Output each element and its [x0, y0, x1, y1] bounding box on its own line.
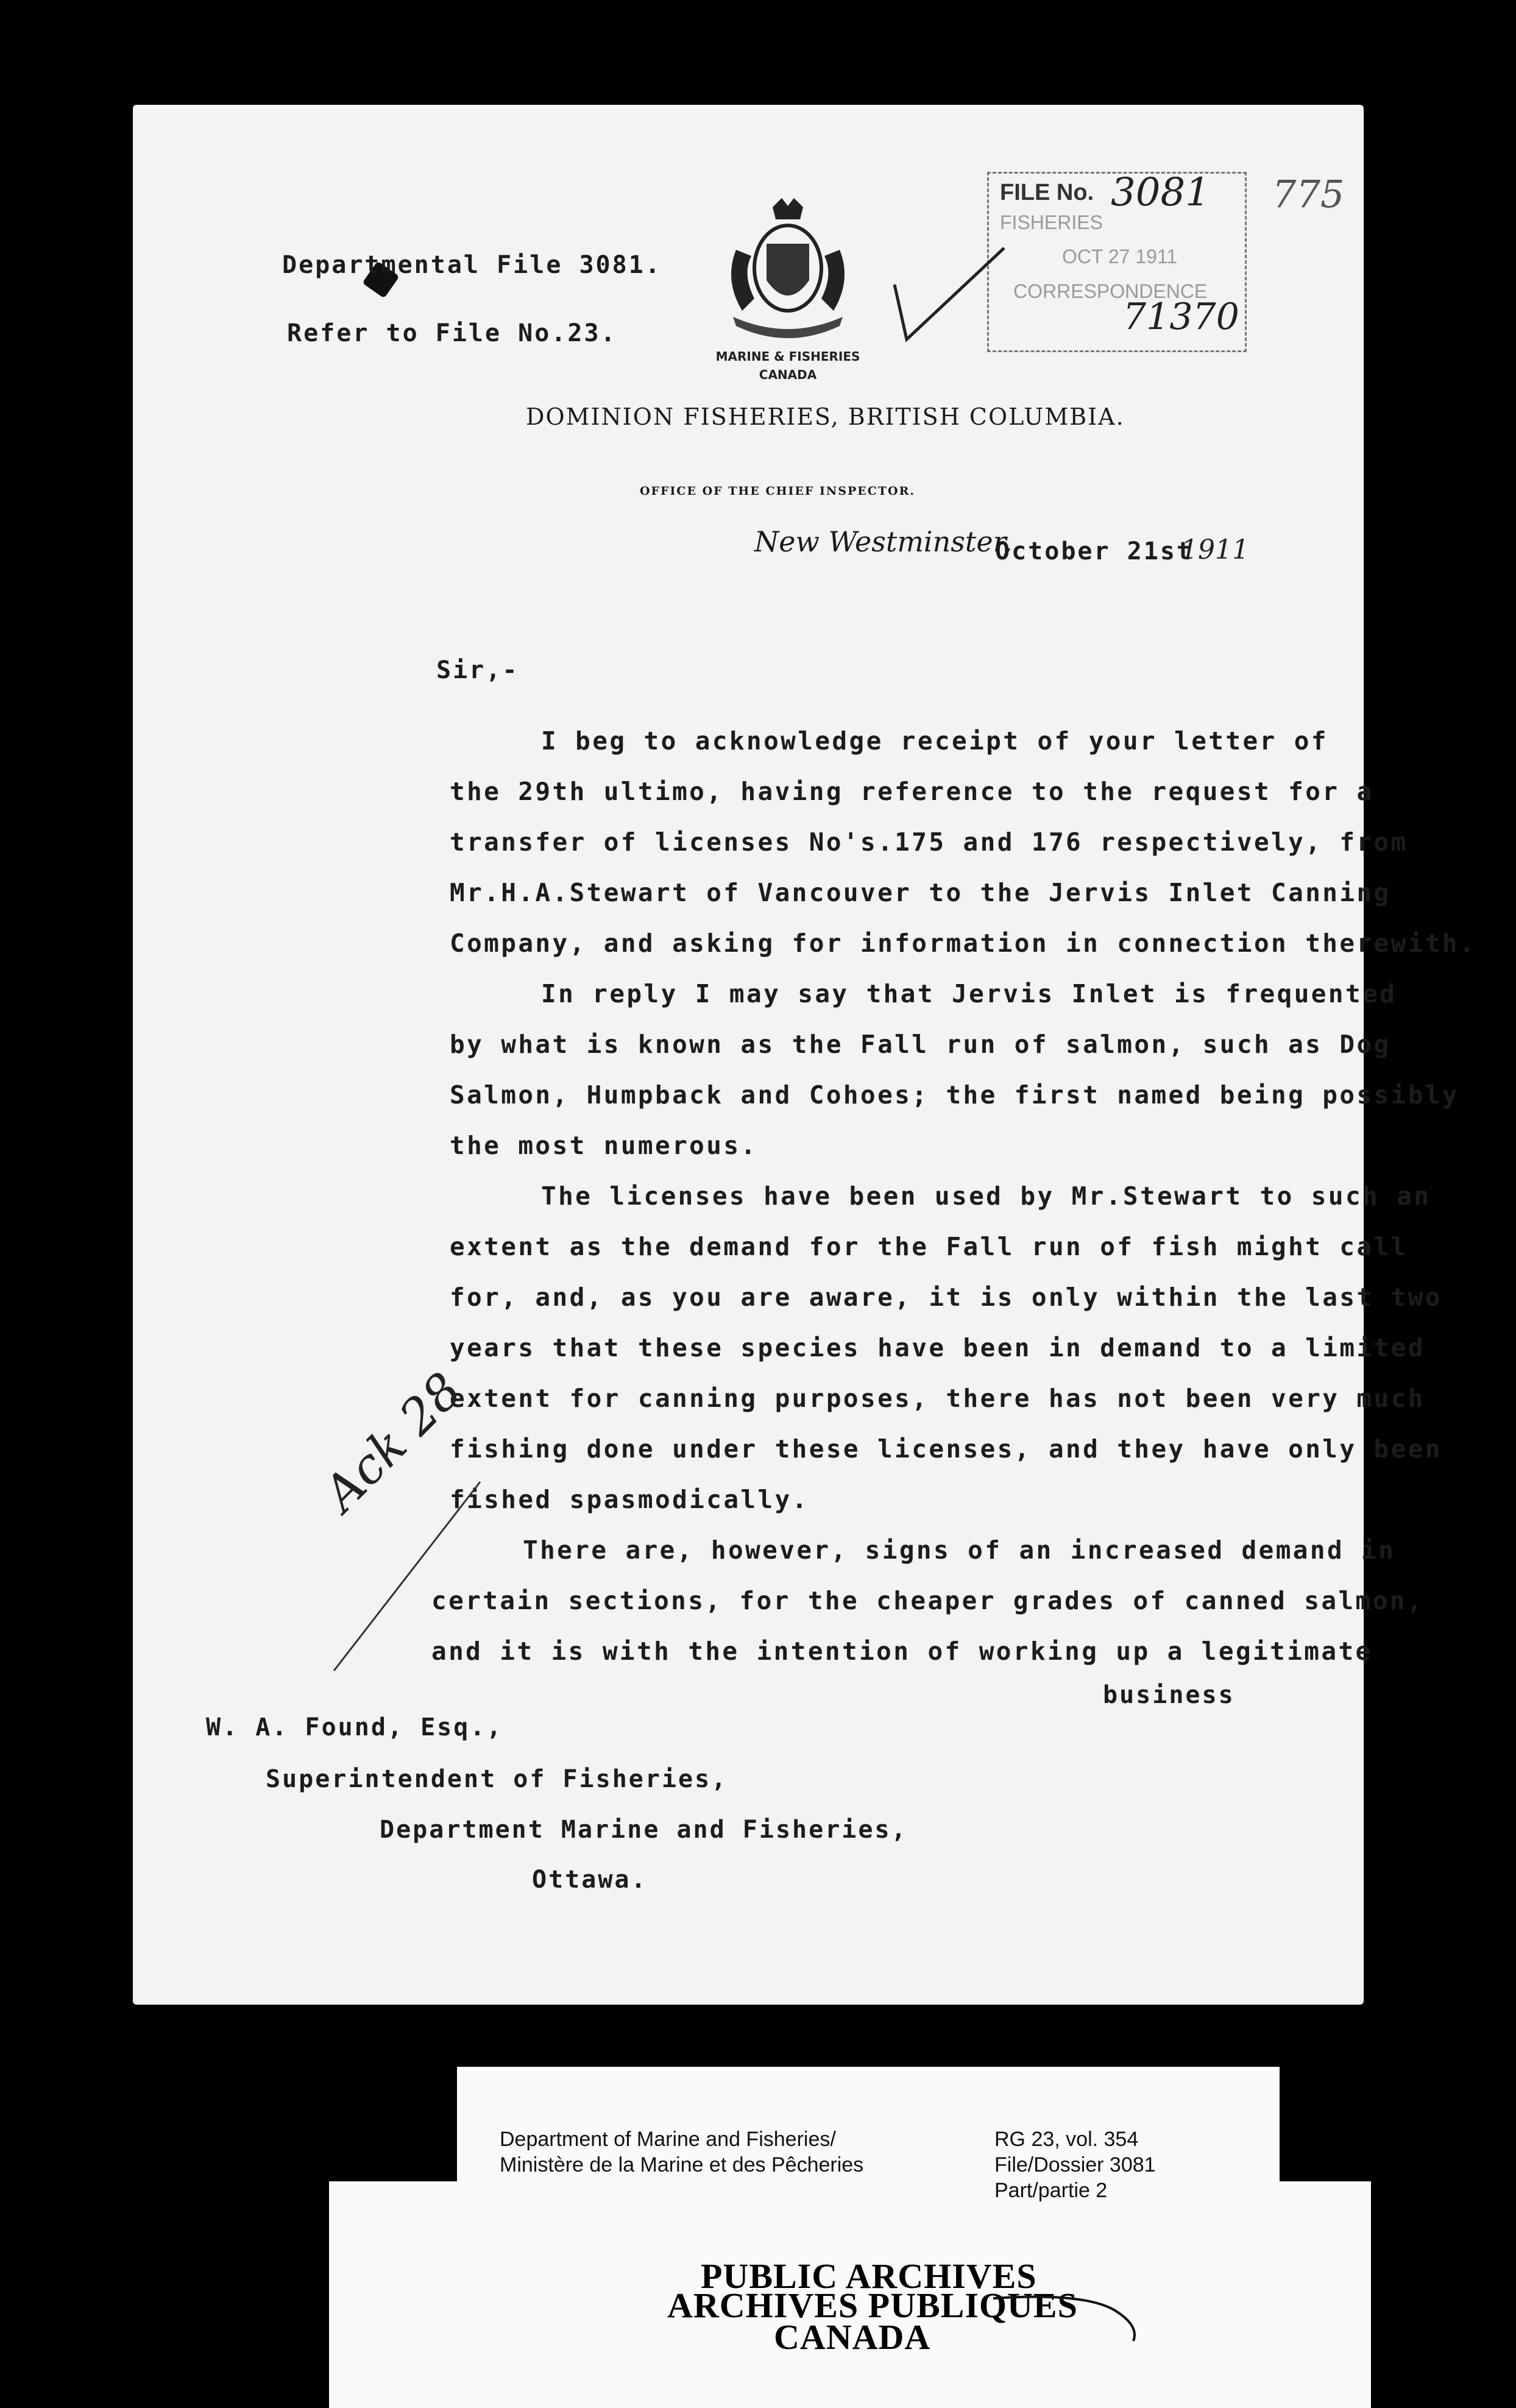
label-ref-part: Part/partie 2: [994, 2179, 1108, 2202]
body-line: for, and, as you are aware, it is only within the last two: [450, 1283, 1442, 1312]
place: New Westminster,: [754, 525, 1013, 558]
annotation-stroke-icon: [328, 1470, 486, 1677]
received-stamp: [987, 172, 1247, 352]
label-ref-file: File/Dossier 3081: [994, 2153, 1156, 2176]
ack-annotation: Ack 28: [313, 1362, 473, 1522]
stamp-date: OCT 27 1911: [1062, 246, 1178, 267]
label-dept-en: Department of Marine and Fisheries/: [500, 2128, 836, 2151]
letter-page: [133, 105, 1477, 2005]
stamp-correspondence: CORRESPONDENCE: [1013, 280, 1208, 302]
archive-label: [457, 2067, 1280, 2408]
body-line: extent as the demand for the Fall run of fish might call: [450, 1232, 1408, 1261]
body-line: The licenses have been used by Mr.Stewart to such an: [541, 1181, 1431, 1211]
stamp-file-number: 3081: [1111, 170, 1210, 215]
addressee-city: Ottawa.: [532, 1866, 648, 1894]
body-line: the 29th ultimo, having reference to the request for a: [450, 777, 1374, 806]
body-line: Company, and asking for information in connection therewith.: [450, 929, 1477, 958]
label-dept-fr: Ministère de la Marine et des Pêcheries: [500, 2153, 864, 2176]
body-line: years that these species have been in demand to a limited: [450, 1333, 1425, 1362]
swoosh-icon: [993, 2292, 1152, 2353]
body-line: Mr.H.A.Stewart of Vancouver to the Jervis Inlet Canning: [450, 878, 1391, 907]
crest-caption: MARINE & FISHERIES: [715, 349, 860, 364]
body-line: fished spasmodically.: [450, 1485, 809, 1514]
crest-icon: [700, 195, 876, 390]
addressee-title: Superintendent of Fisheries,: [266, 1765, 728, 1793]
addressee-name: W. A. Found, Esq.,: [206, 1713, 503, 1741]
date-year: 1911: [1181, 534, 1249, 565]
body-line: In reply I may say that Jervis Inlet is frequented: [541, 979, 1397, 1008]
margin-number: 775: [1272, 172, 1345, 216]
refer-to-file: Refer to File No.23.: [287, 319, 617, 347]
departmental-file: Departmental File 3081.: [282, 251, 662, 279]
crest-country: CANADA: [759, 367, 817, 382]
body-line: I beg to acknowledge receipt of your letter of: [541, 726, 1328, 756]
label-ref-rg: RG 23, vol. 354: [994, 2128, 1139, 2151]
stamp-file-label: FILE No.: [1000, 180, 1094, 205]
body-line: There are, however, signs of an increased demand in: [523, 1535, 1396, 1565]
catchword: business: [1103, 1681, 1235, 1709]
body-line: extent for canning purposes, there has not been very much: [450, 1384, 1425, 1413]
body-line: the most numerous.: [450, 1131, 758, 1160]
body-line: fishing done under these licenses, and they have only been: [450, 1434, 1442, 1464]
check-mark-icon: [888, 242, 1010, 352]
body-line: and it is with the intention of working up a legitimate: [431, 1637, 1373, 1666]
public-archives-fr: ARCHIVES PUBLIQUES: [667, 2286, 1078, 2325]
body-line: transfer of licenses No's.175 and 176 respectively, from: [450, 827, 1408, 857]
letterhead-title: DOMINION FISHERIES, BRITISH COLUMBIA.: [526, 403, 1125, 430]
stamp-dept: FISHERIES: [1000, 211, 1103, 233]
public-archives-en: PUBLIC ARCHIVES: [701, 2256, 1037, 2296]
salutation: Sir,-: [436, 656, 519, 684]
date: October 21st: [995, 537, 1193, 565]
public-archives-country: CANADA: [774, 2317, 931, 2357]
stamp-corr-number: 71370: [1123, 296, 1239, 338]
body-line: by what is known as the Fall run of salmon, such as Dog: [450, 1030, 1391, 1059]
label-tab-left: [329, 2181, 463, 2408]
body-line: Salmon, Humpback and Cohoes; the first named being possibly: [450, 1080, 1459, 1110]
body-line: certain sections, for the cheaper grades of canned salmon,: [431, 1586, 1424, 1615]
letterhead-subtitle: OFFICE OF THE CHIEF INSPECTOR.: [640, 484, 915, 498]
addressee-dept: Department Marine and Fisheries,: [380, 1816, 908, 1844]
